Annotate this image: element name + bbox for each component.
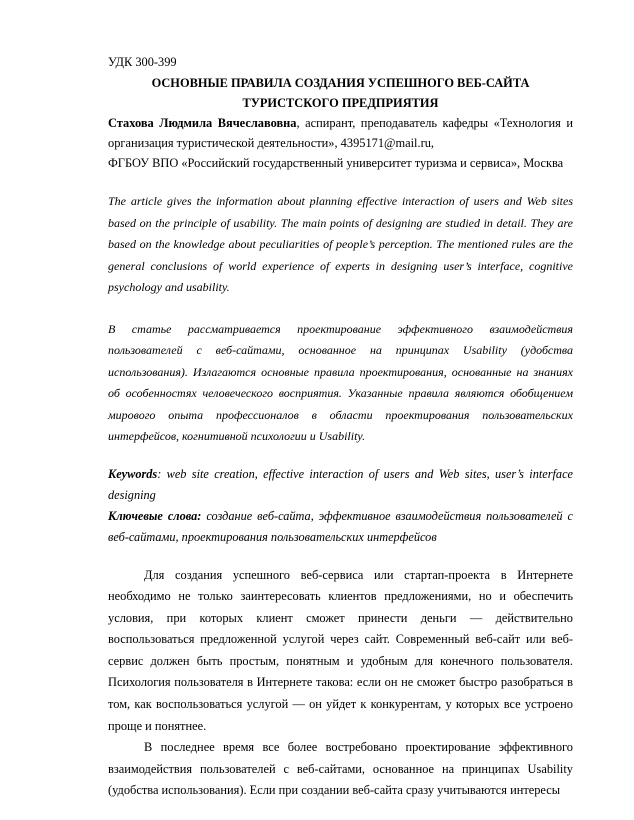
abstract-english: The article gives the information about planning effective interaction of users and Web sites based on the principle of usability. The main points of designing are studied in detail. They are based on the knowledge about peculiarities of people’s perception. The mentioned rules are the general conclusions of world experience of experts in designing user’s interface, cognitive psychology and usability. xyxy=(108,194,573,294)
body-paragraph-2: В последнее время все более востребовано проектирование эффективного взаимодействия пользователей с веб-сайтами, основанное на принципах Usability (удобства использования). Если при создании веб-сайта сразу учитываются интересы xyxy=(108,740,573,798)
author-info xyxy=(108,113,573,153)
abstract-russian: В статье рассматривается проектирование эффективного взаимодействия пользователей с веб-сайтами, основанное на принципах Usability (удобства использования). Излагаются основные правила проектирования, основанные на знаниях об особенностях человеческого восприятия. Указанные правила являются обобщением мирового опыта профессионалов в области проектирования пользовательских интерфейсов, когнитивной психологии и Usability. xyxy=(108,321,573,443)
keywords-russian-text: создание веб-сайта, эффективное взаимодействия пользователей с веб-сайтами, проектирования пользовательских интерфейсов xyxy=(108,508,573,544)
author-name: Стахова Людмила Вячеславовна xyxy=(108,116,297,130)
keywords-english-text: : web site creation, effective interaction of users and Web sites, user’s interface designing xyxy=(108,466,573,502)
article-title: ОСНОВНЫЕ ПРАВИЛА СОЗДАНИЯ УСПЕШНОГО ВЕБ-САЙТА ТУРИСТСКОГО ПРЕДПРИЯТИЯ xyxy=(151,76,530,110)
keywords-russian xyxy=(108,506,573,548)
body-paragraph-1: Для создания успешного веб-сервиса или стартап-проекта в Интернете необходимо не только заинтересовать клиентов предложениями, но и обеспечить условия, при которых клиент сможет принести деньги — действительно воспользоваться предложенной услугой через сайт. Современный веб-сайт или веб-сервис должен быть простым, понятным и удобным для конечного пользователя. Психология пользователя в Интернете такова: если он не сможет быстро разобраться в том, как воспользоваться услугой — он уйдет к конкурентам, у которых все устроено проще и понятнее. xyxy=(108,567,573,733)
author-details: , аспирант, преподаватель кафедры «Технология и организация туристической деятельности», 4395171@mail.ru, xyxy=(108,116,573,150)
udc-code: УДК 300-399 xyxy=(108,55,177,69)
keywords-english-label: Keywords xyxy=(108,466,158,481)
keywords-english xyxy=(108,464,573,506)
keywords-block xyxy=(108,464,573,548)
author-affiliation: ФГБОУ ВПО «Российский государственный университет туризма и сервиса», Москва xyxy=(108,156,564,170)
keywords-russian-label: Ключевые слова: xyxy=(108,508,202,523)
